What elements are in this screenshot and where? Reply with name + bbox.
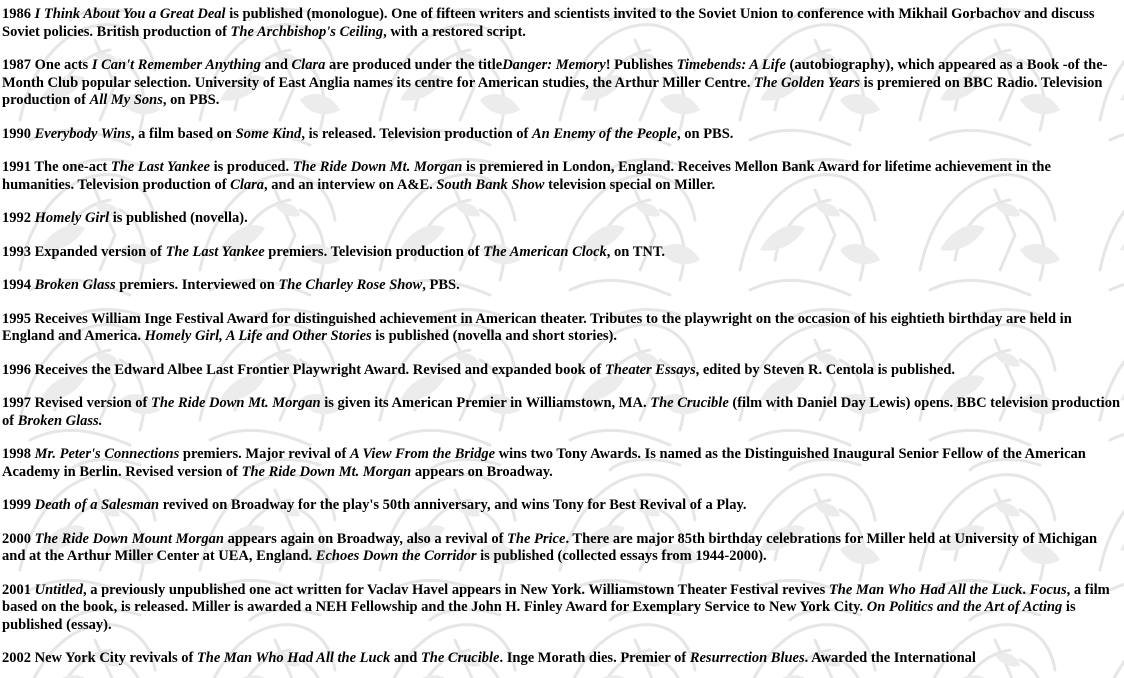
entry-year: 1994 <box>2 277 31 293</box>
entry-text: . There are major 85th birthday celebrations for Miller held at University of Michigan and at the Arthur Miller Center at UEA, England. <box>2 530 1098 564</box>
chronology-entry-1986 <box>2 6 1122 41</box>
entry-year: 1996 <box>2 361 31 378</box>
work-title: The Archbishop's Ceiling <box>230 23 384 40</box>
entry-text: , edited by Steven R. Centola is published. <box>695 361 956 378</box>
entry-text: , is released. Television production of <box>301 125 532 142</box>
entry-text: New York City revivals of <box>31 650 197 666</box>
entry-year: 1995 <box>2 310 31 327</box>
entry-year: 1987 <box>2 57 31 73</box>
entry-text: is premiered on BBC Radio. Television production of <box>2 74 1103 108</box>
work-title: The Golden Years <box>753 74 861 91</box>
entry-year: 1986 <box>2 6 31 22</box>
entry-year: 1991 <box>2 159 31 175</box>
work-title: Resurrection Blues <box>689 650 805 666</box>
entry-text: , PBS. <box>422 277 460 293</box>
work-title: The Man Who Had All the Luck <box>196 650 391 666</box>
work-title: Theater Essays <box>604 361 696 378</box>
work-title: I Can't Remember Anything <box>91 57 261 73</box>
work-title: Broken Glass <box>34 277 116 293</box>
entry-text: and <box>260 57 292 73</box>
entry-text: is published (novella and short stories). <box>371 328 617 344</box>
work-title: Mr. Peter's Connections <box>34 446 180 462</box>
entry-text: . Inge Morath dies. Premier of <box>499 650 690 666</box>
work-title: A View From the Bridge <box>349 446 496 462</box>
chronology-entry-2001 <box>2 582 1122 635</box>
entry-text: , a previously unpublished one act written for Vaclav Havel appears in New York. Williamstown Theater Festival revives <box>82 581 829 598</box>
work-title: Clara <box>291 57 326 73</box>
entry-year: 2002 <box>2 650 31 666</box>
work-title: The Price <box>507 530 566 547</box>
entry-text: The one-act <box>31 159 111 175</box>
work-title: The Last Yankee <box>110 159 210 175</box>
chronology-entry-1993 <box>2 244 1122 262</box>
entry-text: television special on Miller. <box>544 176 716 193</box>
entry-text: . <box>1022 581 1030 598</box>
work-title: Timebends: A Life <box>676 57 786 73</box>
work-title: Echoes Down the Corridor <box>315 548 477 564</box>
entry-year: 1997 <box>2 395 31 411</box>
entry-text: revived on Broadway for the play's 50th anniversary, and wins Tony for Best Revival of a Play. <box>159 497 747 513</box>
entry-year: 1990 <box>2 125 31 142</box>
entry-year: 1993 <box>2 243 31 260</box>
work-title: Untitled <box>34 581 83 598</box>
work-title: Death of a Salesman <box>34 497 160 513</box>
work-title: The Last Yankee <box>165 243 265 260</box>
chronology-entry-2002 <box>2 650 1122 668</box>
chronology-entry-2000 <box>2 531 1122 566</box>
chronology-entry-1999 <box>2 497 1122 515</box>
entry-text: is published (monologue). One of fifteen writers and scientists invited to the Soviet Union to conference with Mikhail Gorbachov and discuss Soviet policies. British production of <box>2 6 1095 40</box>
entry-text: Receives the Edward Albee Last Frontier Playwright Award. Revised and expanded book of <box>31 361 605 378</box>
entry-text: , a film based on the book, is released. Miller is awarded a NEH Fellowship and the John H. Finley Award for Exemplary Service to New York City. <box>2 581 1110 615</box>
entry-text: wins two Tony Awards. Is named as the Distinguished Inaugural Senior Fellow of the American Academy in Berlin. Revised version of <box>2 446 1086 480</box>
work-title: I Think About You a Great Deal <box>34 6 226 22</box>
chronology-entry-1997 <box>2 395 1122 430</box>
entry-year: 1992 <box>2 210 31 226</box>
work-title: All My Sons <box>89 92 163 108</box>
entry-text: is premiered in London, England. Receives Mellon Bank Award for lifetime achievement in the humanities. Television production of <box>2 159 1051 193</box>
work-title: The Charley Rose Show <box>278 277 423 293</box>
work-title: The Ride Down Mount Morgan <box>34 530 224 547</box>
chronology-entry-1996 <box>2 362 1122 380</box>
entry-text: Receives William Inge Festival Award for distinguished achievement in American theater. Tributes to the playwright on the occasion of his eightieth birthday are held in England and America. <box>2 310 1072 344</box>
work-title: Homely Girl, A Life and Other Stories <box>144 328 372 344</box>
work-title: Everybody Wins <box>34 125 131 142</box>
work-title: An Enemy of the People <box>532 125 677 142</box>
entry-year: 1999 <box>2 497 31 513</box>
work-title: The American Clock <box>483 243 607 260</box>
work-title: The Ride Down Mt. Morgan <box>292 159 463 175</box>
work-title: South Bank Show <box>436 176 545 193</box>
entry-text: ! Publishes <box>605 57 677 73</box>
entry-text: Expanded version of <box>31 243 166 260</box>
entry-text: One acts <box>31 57 92 73</box>
entry-text: is published (essay). <box>2 599 1076 633</box>
entry-text: , on PBS. <box>677 125 734 142</box>
entry-text: premiers. Major revival of <box>179 446 350 462</box>
work-title: On Politics and the Art of Acting <box>866 599 1063 615</box>
chronology-entry-1995 <box>2 311 1122 346</box>
entry-text: , on TNT. <box>606 243 666 260</box>
work-title: Danger: Memory <box>502 57 606 73</box>
chronology-entry-1998 <box>2 446 1122 481</box>
work-title: Homely Girl <box>34 210 110 226</box>
entry-text: is published (collected essays from 1944-2000). <box>476 548 767 564</box>
entry-text: is produced. <box>209 159 293 175</box>
work-title: Broken Glass. <box>17 412 103 429</box>
entry-text: and <box>390 650 421 666</box>
entry-text: (autobiography), which appeared as a Book -of the-Month Club popular selection. University of East Anglia names its centre for American studies, the Arthur Miller Centre. <box>2 57 1108 91</box>
chronology-entry-1991 <box>2 159 1122 194</box>
entry-text: appears on Broadway. <box>411 463 553 480</box>
work-title: The Crucible <box>650 395 729 411</box>
entry-text: , with a restored script. <box>383 23 526 40</box>
work-title: The Ride Down Mt. Morgan <box>151 395 321 411</box>
entry-text: is given its American Premier in Williamstown, MA. <box>320 395 651 411</box>
entry-year: 1998 <box>2 446 31 462</box>
work-title: The Man Who Had All the Luck <box>828 581 1023 598</box>
entry-text: , on PBS. <box>162 92 220 108</box>
entry-year: 2000 <box>2 530 31 547</box>
work-title: The Ride Down Mt. Morgan <box>241 463 412 480</box>
entry-text: Revised version of <box>31 395 152 411</box>
entry-year: 2001 <box>2 581 31 598</box>
entry-text: , and an interview on A&E. <box>264 176 437 193</box>
work-title: Clara <box>230 176 264 193</box>
work-title: Some Kind <box>235 125 302 142</box>
entry-text: . Awarded the International <box>804 650 976 666</box>
entry-text: , a film based on <box>130 125 236 142</box>
chronology-entry-1990 <box>2 126 1122 144</box>
entry-text: are produced under the title <box>325 57 503 73</box>
entry-text: appears again on Broadway, also a revival of <box>223 530 508 547</box>
work-title: Focus <box>1029 581 1067 598</box>
chronology-entry-1987 <box>2 57 1122 110</box>
entry-text: premiers. Television production of <box>264 243 484 260</box>
entry-text: is published (novella). <box>109 210 248 226</box>
chronology-entry-1994 <box>2 277 1122 295</box>
entry-text: (film with Daniel Day Lewis) opens. BBC television production of <box>2 395 1121 429</box>
work-title: The Crucible <box>420 650 500 666</box>
entry-text: premiers. Interviewed on <box>115 277 279 293</box>
chronology-entry-1992 <box>2 210 1122 228</box>
